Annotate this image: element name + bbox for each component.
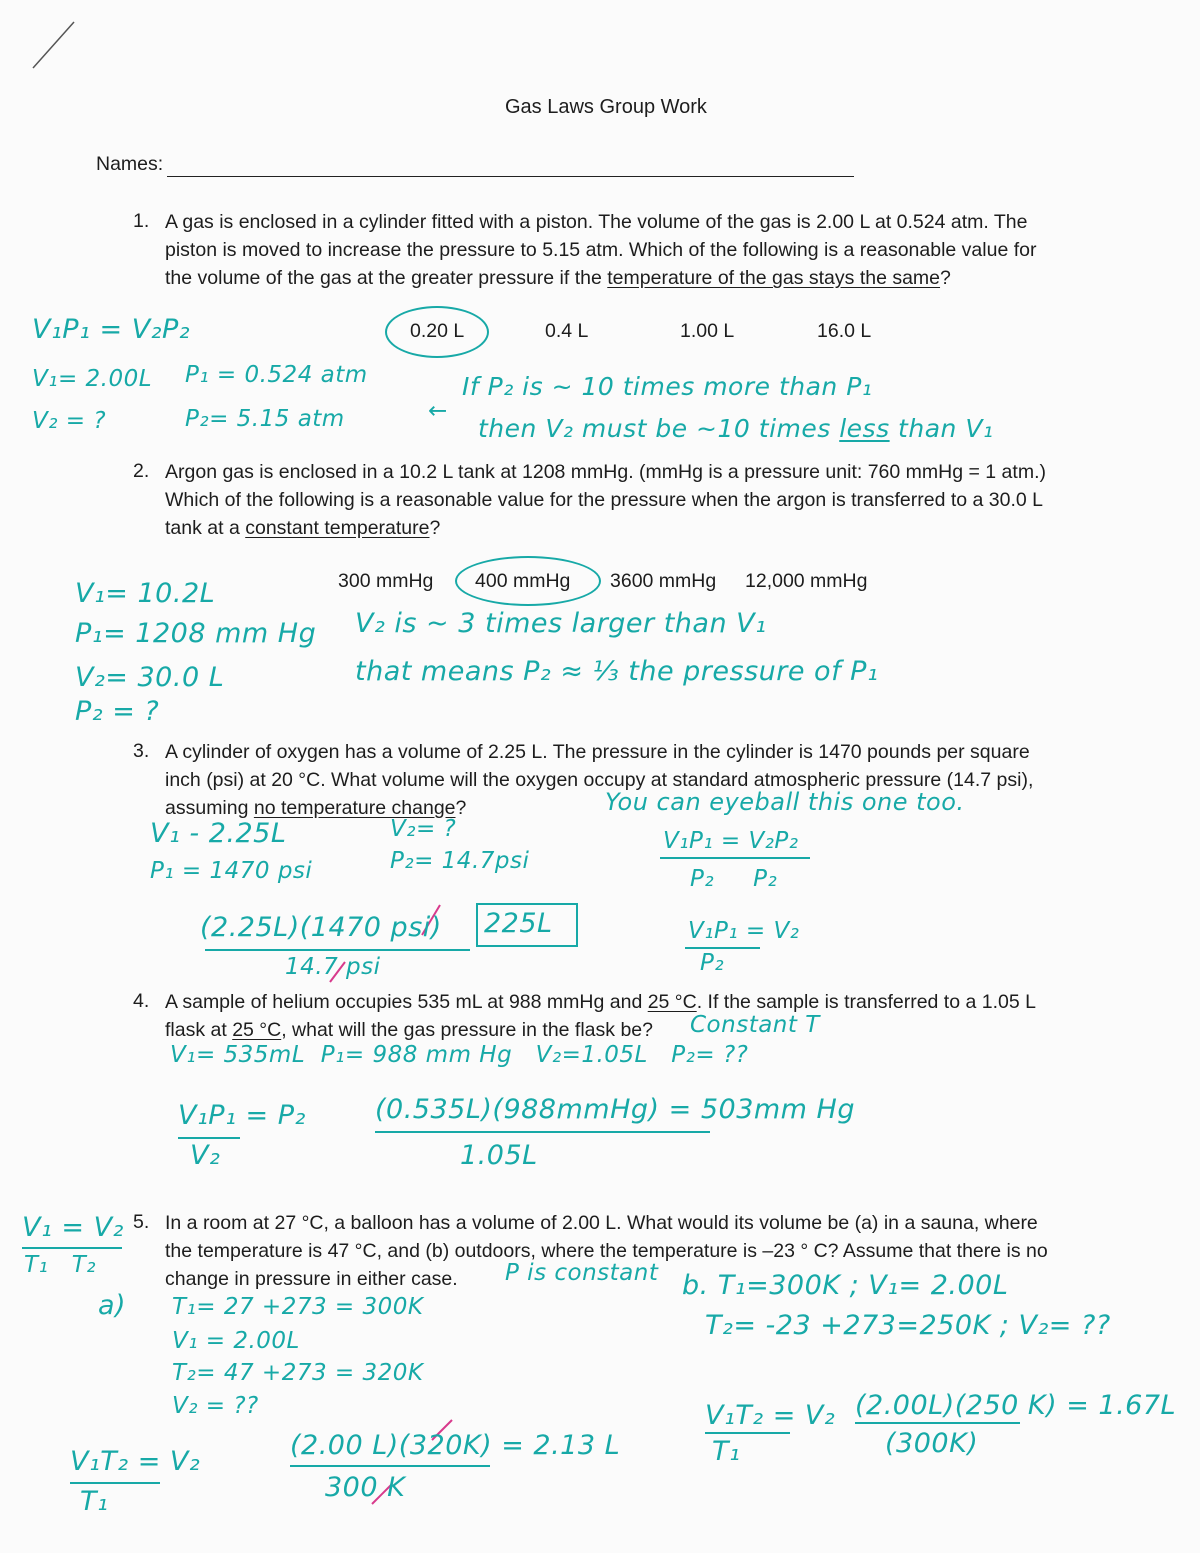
q3-hand-formula2-den: P₂	[700, 950, 725, 976]
q1-line1: A gas is enclosed in a cylinder fitted with a piston. The volume of the gas is 2.00 L at 0.524 atm. The	[165, 211, 1028, 233]
q3-hand-formula1-den: P₂ P₂	[690, 866, 778, 892]
q4-text	[165, 988, 1125, 1044]
page-title: Gas Laws Group Work	[505, 96, 707, 118]
q3-hand-calc-den: 14.7 psi	[285, 954, 381, 980]
q3-line2: inch (psi) at 20 °C. What volume will the oxygen occupy at standard atmospheric pressure (14.7 psi),	[165, 769, 1034, 791]
q4-line2: flask at 25 °C, what will the gas pressure in the flask be?	[165, 1019, 653, 1041]
q2-option-a: 300 mmHg	[338, 570, 434, 592]
q1-hand-v1: V₁= 2.00L	[32, 366, 153, 392]
q1-option-b: 0.4 L	[545, 320, 589, 342]
q4-hand-givens: V₁= 535mL P₁= 988 mm Hg V₂=1.05L P₂= ??	[170, 1042, 749, 1068]
q5-hand-a-calc-num: (2.00 L)(320K) = 2.13 L	[290, 1430, 621, 1461]
q2-answer-circle	[455, 556, 601, 606]
q1-option-c: 1.00 L	[680, 320, 735, 342]
q2-hand-p1: P₁= 1208 mm Hg	[75, 618, 317, 649]
q2-hand-v1: V₁= 10.2L	[75, 578, 216, 609]
q1-hand-p2: P₂= 5.15 atm	[185, 406, 345, 432]
q5-hand-a-label: a)	[98, 1290, 127, 1321]
q3-hand-v1: V₁ - 2.25L	[150, 818, 287, 849]
q5-hand-p-constant: P is constant	[505, 1260, 659, 1286]
q4-number: 4.	[133, 990, 150, 1012]
q2-line2: Which of the following is a reasonable value for the pressure when the argon is transferred to a 30.0 L	[165, 489, 1044, 511]
q3-hand-p2: P₂= 14.7psi	[390, 848, 530, 874]
q5-hand-b-calc-num: (2.00L)(250 K) = 1.67L	[855, 1390, 1177, 1421]
q5-number: 5.	[133, 1211, 150, 1233]
q5-hand-a-calc-den: 300 K	[325, 1472, 406, 1503]
q3-line3: assuming no temperature change?	[165, 797, 467, 819]
q5-hand-law-num: V₁ = V₂	[22, 1212, 124, 1243]
q1-hand-note2: then V₂ must be ~10 times less than V₁	[478, 414, 994, 443]
q5-hand-a-v1: V₁ = 2.00L	[172, 1328, 300, 1354]
q4-hand-calc-num: (0.535L)(988mmHg) = 503mm Hg	[375, 1094, 856, 1125]
q1-text	[165, 208, 1125, 292]
q5-line1: In a room at 27 °C, a balloon has a volume of 2.00 L. What would its volume be (a) in a sauna, where	[165, 1212, 1038, 1234]
names-label: Names:	[96, 153, 164, 175]
q1-answer-circle	[385, 306, 489, 358]
q1-line2: piston is moved to increase the pressure to 5.15 atm. Which of the following is a reasonable value for	[165, 239, 1037, 261]
q2-text	[165, 458, 1125, 542]
q5-line3: change in pressure in either case.	[165, 1268, 458, 1290]
q2-option-b: 400 mmHg	[475, 570, 571, 592]
q3-hand-formula1-num: V₁P₁ = V₂P₂	[663, 828, 799, 854]
q2-hand-note2: that means P₂ ≈ ⅓ the pressure of P₁	[355, 656, 879, 687]
q5-line2: the temperature is 47 °C, and (b) outdoors, where the temperature is –23 ° C? Assume that there is no	[165, 1240, 1048, 1262]
q1-option-a: 0.20 L	[410, 320, 465, 342]
q1-hand-arrow: ←	[428, 398, 448, 424]
q4-hand-formula-den: V₂	[190, 1140, 221, 1171]
q1-hand-p1: P₁ = 0.524 atm	[185, 362, 368, 388]
q5-hand-b-t2: T₂= -23 +273=250K ; V₂= ??	[705, 1310, 1111, 1341]
check-slash-mark	[33, 22, 74, 68]
q3-hand-calc-num: (2.25L)(1470 psi)	[200, 912, 442, 943]
q2-line3: tank at a constant temperature?	[165, 517, 441, 539]
q5-hand-a-formula-den: T₁	[80, 1486, 109, 1517]
q2-hand-v2: V₂= 30.0 L	[75, 662, 225, 693]
q3-hand-formula2-num: V₁P₁ = V₂	[688, 918, 800, 944]
q3-line1: A cylinder of oxygen has a volume of 2.25 L. The pressure in the cylinder is 1470 pounds per square	[165, 741, 1030, 763]
q3-hand-p1: P₁ = 1470 psi	[150, 858, 313, 884]
q2-hand-p2: P₂ = ?	[75, 696, 160, 727]
q2-option-d: 12,000 mmHg	[745, 570, 868, 592]
q4-hand-formula-num: V₁P₁ = P₂	[178, 1100, 306, 1131]
q3-hand-v2: V₂= ?	[390, 816, 457, 842]
q3-hand-answer: 225L	[484, 908, 553, 939]
q2-option-c: 3600 mmHg	[610, 570, 717, 592]
q1-hand-equation: V₁P₁ = V₂P₂	[32, 314, 191, 345]
q2-line1: Argon gas is enclosed in a 10.2 L tank at 1208 mmHg. (mmHg is a pressure unit: 760 mmHg = 1 atm.)	[165, 461, 1046, 483]
q5-hand-law-den: T₁ T₂	[24, 1252, 96, 1278]
q4-line1: A sample of helium occupies 535 mL at 988 mmHg and 25 °C. If the sample is transferred to a 1.05 L	[165, 991, 1036, 1013]
q3-hand-eyeball: You can eyeball this one too.	[605, 788, 965, 816]
q4-hand-constant: Constant T	[690, 1012, 820, 1038]
names-field-line	[167, 176, 854, 177]
q2-hand-note1: V₂ is ~ 3 times larger than V₁	[355, 608, 767, 639]
q4-hand-calc-den: 1.05L	[460, 1140, 538, 1171]
q5-hand-a-t2: T₂= 47 +273 = 320K	[172, 1360, 424, 1386]
q5-hand-b-calc-den: (300K)	[885, 1428, 979, 1459]
q2-number: 2.	[133, 460, 150, 482]
q5-hand-b-t1: b. T₁=300K ; V₁= 2.00L	[682, 1270, 1009, 1301]
q1-option-d: 16.0 L	[817, 320, 872, 342]
q5-hand-a-formula-num: V₁T₂ = V₂	[70, 1446, 201, 1477]
q1-line3: the volume of the gas at the greater pressure if the temperature of the gas stays the same?	[165, 267, 951, 289]
q1-number: 1.	[133, 210, 150, 232]
q5-hand-a-v2: V₂ = ??	[172, 1393, 259, 1419]
q5-hand-b-formula-den: T₁	[712, 1436, 741, 1467]
q1-hand-v2: V₂ = ?	[32, 408, 107, 434]
q1-hand-note1: If P₂ is ~ 10 times more than P₁	[462, 372, 873, 401]
q5-hand-b-formula-num: V₁T₂ = V₂	[705, 1400, 836, 1431]
q5-hand-a-t1: T₁= 27 +273 = 300K	[172, 1294, 424, 1320]
q3-number: 3.	[133, 740, 150, 762]
